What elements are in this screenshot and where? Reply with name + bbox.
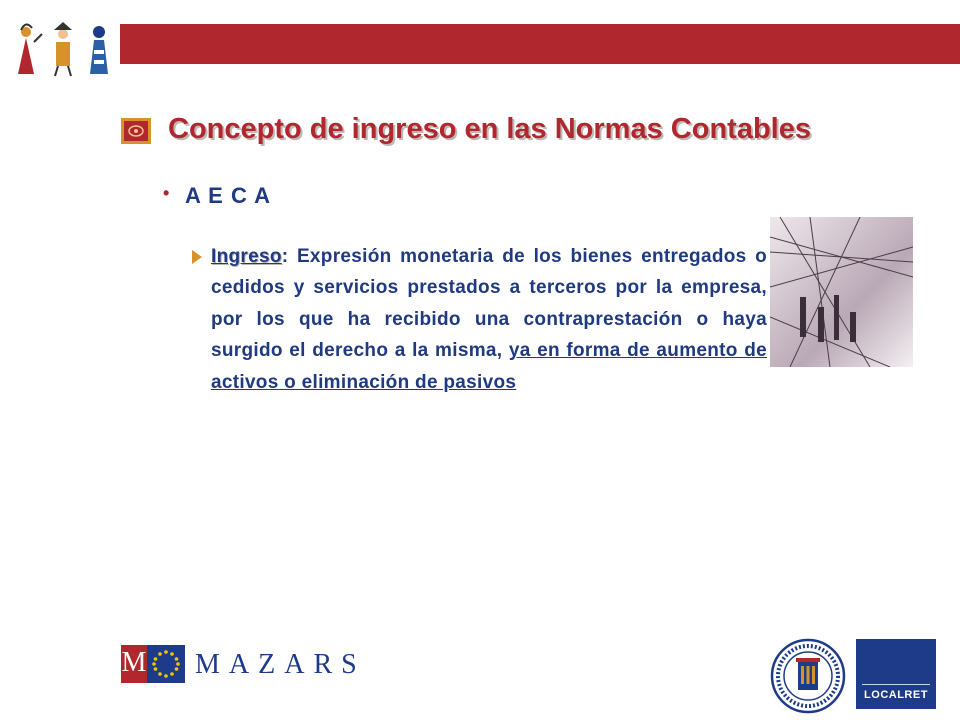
localret-label: LOCALRET xyxy=(864,689,928,701)
term-link[interactable]: Ingreso xyxy=(211,246,282,267)
arrow-bullet-icon xyxy=(192,250,202,264)
definition-emphasis-link[interactable]: ya en forma de aumento de activos o eliminación de pasivos xyxy=(211,340,767,393)
stars-circle-icon xyxy=(147,645,185,683)
definition-text: : Expresión monetaria de los bienes entregados o cedidos y servicios prestados a terceros por la empresa, por los que ha recibido una contraprestación o haya surgido el derecho a la misma, xyxy=(211,246,767,362)
bullet-dot-icon: • xyxy=(163,183,170,203)
definition-block xyxy=(192,241,767,398)
localret-divider xyxy=(862,684,930,685)
mazars-m-block xyxy=(121,645,147,683)
framed-symbol-icon xyxy=(121,118,151,144)
mazars-wordmark: MAZARS xyxy=(195,649,366,680)
slide-title: Concepto de ingreso en las Normas Contables xyxy=(168,113,811,145)
localret-logo xyxy=(856,639,936,709)
definition-paragraph xyxy=(211,241,767,398)
mazars-m-letter: M xyxy=(121,647,147,678)
mazars-logo xyxy=(121,645,366,685)
power-lines-photo xyxy=(770,217,913,367)
university-seal-icon xyxy=(770,638,846,714)
header-bar xyxy=(120,24,960,64)
bullet-label: A E C A xyxy=(185,183,272,208)
three-people-illustration-icon xyxy=(8,16,120,78)
